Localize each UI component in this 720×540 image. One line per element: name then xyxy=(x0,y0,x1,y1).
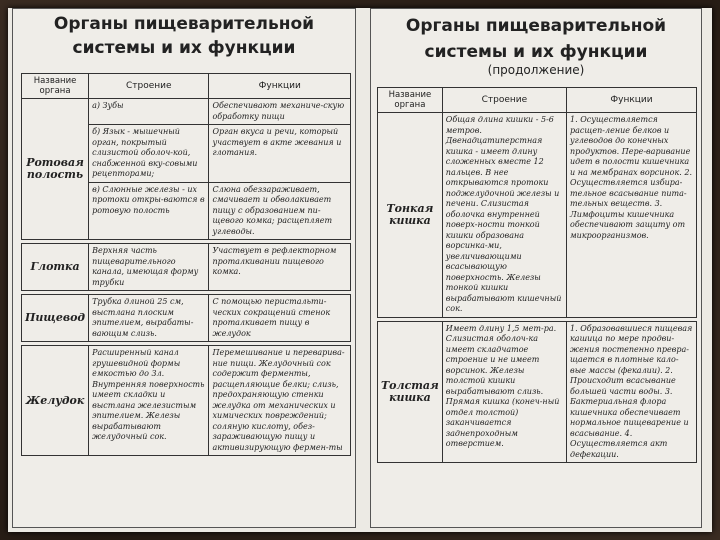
left-organs-table xyxy=(21,73,351,456)
header-organ-name: Название органа xyxy=(378,88,443,113)
header-organ-name: Название органа xyxy=(22,74,89,99)
functions-cell: С помощью перистальти-ческих сокращений стенок проталкивает пищу в желудок xyxy=(209,295,351,342)
functions-cell: Слюна обеззараживает, смачивает и обволакивает пищу с образованием пи-щевого комка; расщепляет углеводы. xyxy=(209,182,351,240)
structure-cell: Расширенный канал грушевидной формы емкостью до 3л. Внутренняя поверхность имеет складки и выстлана железистым эпителием. Железы вырабатывают желудочный сок. xyxy=(89,346,209,456)
organ-name-large-intestine: Толстая кишка xyxy=(378,321,443,463)
functions-cell: 1. Образовавшиеся пищевая кашица по мере продви-жения постепенно превра-щается в плотные кало-вые массы (фекалии). 2. Происходит всасывание большей части воды. 3. Бактериальная флора кишечника обеспечивает нормальное пищеварение и всасывание. 4. Осуществляется акт дефекации. xyxy=(567,321,697,463)
structure-cell: Имеет длину 1,5 мет-ра. Слизистая оболоч-ка имеет складчатое строение и не имеет ворсинок. Железы толстой кишки вырабатывают слизь. Прямая кишка (конеч-ный отдел толстой) заканчивается заднепроходным отверстием. xyxy=(442,321,566,463)
header-structure: Строение xyxy=(89,74,209,99)
table-header-row xyxy=(378,88,697,113)
structure-cell: б) Язык - мышечный орган, покрытый слизистой оболоч-кой, снабженной вку-совыми рецепторами; xyxy=(89,125,209,183)
left-title-line1: Органы пищеварительной xyxy=(53,14,315,34)
scanned-page xyxy=(8,8,712,532)
table-row xyxy=(378,113,697,318)
structure-cell: Верхняя часть пищеварительного канала, имеющая форму трубки xyxy=(89,244,209,291)
right-organs-table xyxy=(377,87,697,463)
table-row xyxy=(22,346,351,456)
organ-name-stomach: Желудок xyxy=(22,346,89,456)
organ-name-pharynx: Глотка xyxy=(22,244,89,291)
functions-cell: Участвует в рефлекторном проталкивании пищевого комка. xyxy=(209,244,351,291)
left-table-panel xyxy=(12,8,356,528)
header-structure: Строение xyxy=(442,88,566,113)
header-functions: Функции xyxy=(567,88,697,113)
functions-cell: Обеспечивают механиче-скую обработку пищи xyxy=(209,99,351,125)
functions-cell: Перемешивание и переварива-ние пищи. Желудочный сок содержит ферменты, расщепляющие белки; слизь, предохраняющую стенки желудка от механических и химических повреждений; соляную кислоту, обез-зараживающую пищу и активизирующую фермен-ты xyxy=(209,346,351,456)
structure-cell: Общая длина кишки - 5-6 метров. Двенадцатиперстная кишка - имеет длину сложенных вместе 12 пальцев. В нее открываются протоки поджелудочной железы и печени. Слизистая оболочка внутренней поверх-ности тонкой кишки образована ворсинка-ми, увеличивающими всасывающую поверхность. Железы тонкой кишки вырабатывают кишечный сок. xyxy=(442,113,566,318)
table-header-row xyxy=(22,74,351,99)
functions-cell: 1. Осуществляется расщеп-ление белков и углеводов до конечных продуктов. Пере-варивание идет в полости кишечника и на мембранах ворсинок. 2. Осуществляется избира-тельное всасывание пита-тельных веществ. 3. Лимфоциты кишечника обеспечивают защиту от микроорганизмов. xyxy=(567,113,697,318)
table-row xyxy=(22,244,351,291)
header-functions: Функции xyxy=(209,74,351,99)
left-title-line2: системы и их функции xyxy=(72,38,296,58)
right-title-line2: системы и их функции xyxy=(424,42,648,62)
structure-cell: а) Зубы xyxy=(89,99,209,125)
right-table-panel xyxy=(370,8,702,528)
table-row xyxy=(22,99,351,125)
table-row xyxy=(22,295,351,342)
functions-cell: Орган вкуса и речи, который участвует в акте жевания и глотания. xyxy=(209,125,351,183)
organ-name-small-intestine: Тонкая кишка xyxy=(378,113,443,318)
table-row xyxy=(378,321,697,463)
structure-cell: в) Слюнные железы - их протоки откры-ваются в ротовую полость xyxy=(89,182,209,240)
right-subtitle: (продолжение) xyxy=(487,63,585,77)
organ-name-mouth: Ротовая полость xyxy=(22,99,89,240)
organ-name-esophagus: Пищевод xyxy=(22,295,89,342)
right-title-line1: Органы пищеварительной xyxy=(405,16,667,36)
structure-cell: Трубка длиной 25 см, выстлана плоским эпителием, вырабаты-вающим слизь. xyxy=(89,295,209,342)
